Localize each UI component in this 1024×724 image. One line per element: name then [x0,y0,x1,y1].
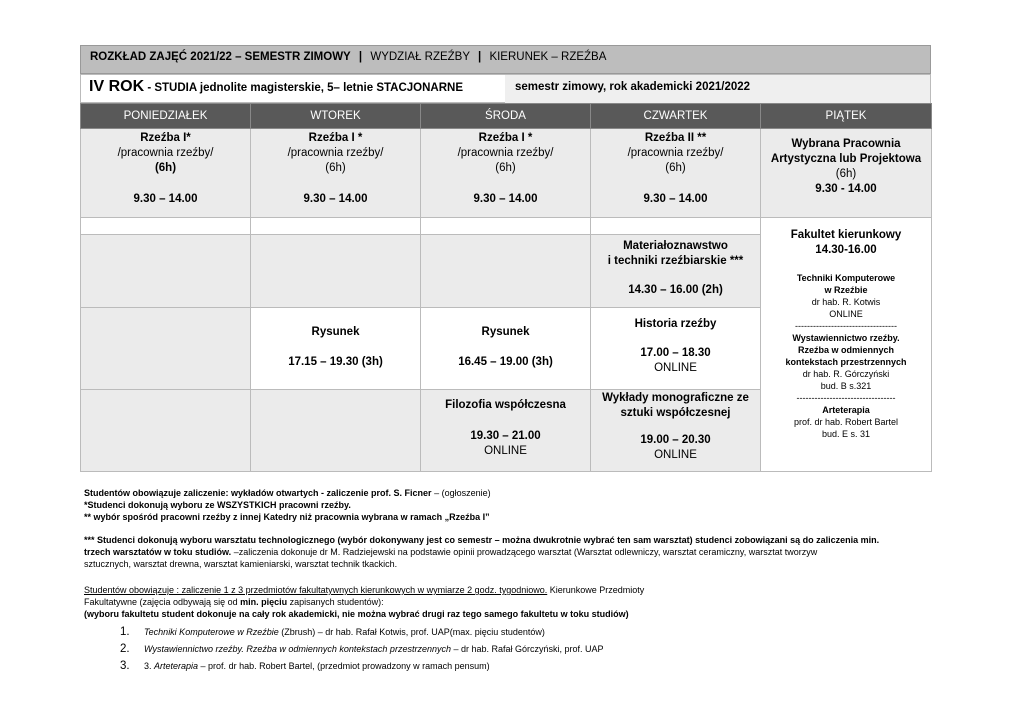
list-number: 3. [120,660,130,672]
note-text: ** wybór spośród pracowni rzeźby z innej Katedry niż pracownia wybrana w ramach „Rzeźba I” [84,512,490,522]
divider: ---------------------------------- [795,321,897,331]
note-text: sztucznych, warsztat drewna, warsztat kamieniarski, warsztat technik tkackich. [84,559,398,569]
list-item [120,626,545,638]
faculty-label: WYDZIAŁ RZEŹBY [370,51,470,63]
elective-2-title: Wystawiennictwo rzeźby. [792,333,900,343]
list-detail: (Zbrush) – dr hab. Rafał Kotwis, prof. UAP(max. pięciu studentów) [278,627,545,637]
empty-cell [251,390,421,472]
course-sub: /pracownia rzeźby/ [627,147,724,159]
course-time: 9.30 – 14.00 [133,193,198,205]
day-header-friday: PIĄTEK [761,104,932,129]
course-title: Materiałoznawstwo [623,240,728,252]
title-separator-2: | [478,51,482,63]
note-triple-star [84,534,924,570]
course-title: Rysunek [481,326,530,338]
schedule-title-bar [80,45,931,74]
course-time: 17.00 – 18.30 [640,347,711,359]
semester-info: semestr zimowy, rok akademicki 2021/2022 [505,75,930,108]
slot-fri-elective [761,218,932,472]
list-item [120,660,490,672]
slot-thu-monographic [591,390,761,472]
program-label: KIERUNEK – RZEŹBA [489,51,607,63]
day-header-tuesday: WTOREK [251,104,421,129]
course-title: Artystyczna lub Projektowa [770,153,922,165]
slot-thu-history [591,308,761,390]
day-header-thursday: CZWARTEK [591,104,761,129]
course-time: 9.30 - 14.00 [815,183,877,195]
list-prefix: 3. [144,661,155,671]
note-text: Studentów obowiązuje zaliczenie: wykładów otwartych - zaliczenie prof. S. Ficner [84,488,432,498]
note-double-star [84,511,490,523]
empty-cell [81,235,251,308]
course-mode: ONLINE [654,449,697,461]
note-single-star [84,499,351,511]
empty-cell [251,218,421,235]
empty-cell [81,390,251,472]
note-text: – (ogłoszenie) [431,488,491,498]
course-title: Filozofia współczesna [445,399,566,411]
note-text: min. pięciu [240,597,288,607]
divider: --------------------------------- [796,393,896,403]
slot-tue-sculpture [251,129,421,218]
note-text: trzech warsztatów w toku studiów. [84,547,232,557]
list-course: Techniki Komputerowe w Rzeźbie [144,627,279,637]
empty-cell [251,235,421,308]
elective-1-teacher: dr hab. R. Kotwis [811,297,881,307]
elective-1-title: Techniki Komputerowe [796,273,896,283]
elective-2-title: Rzeźba w odmiennych [797,345,895,355]
empty-cell [421,218,591,235]
schedule-title: ROZKŁAD ZAJĘĆ 2021/22 – SEMESTR ZIMOWY [90,51,351,63]
course-title: Rzeźba I* [140,132,191,144]
day-header-wednesday: ŚRODA [421,104,591,129]
course-title: Wybrana Pracownia [791,138,901,150]
elective-2-room: bud. B s.321 [820,381,872,391]
note-text: –zaliczenia dokonuje dr M. Radziejewski na podstawie opinii prowadzącego warsztat (Warsztat odlewniczy, warsztat ceramiczny, warsztat tworzyw [231,547,818,557]
list-detail: – prof. dr hab. Robert Bartel, (przedmiot prowadzony w ramach pensum) [198,661,490,671]
list-course: Wystawiennictwo rzeźby. Rzeźba w odmiennych kontekstach przestrzennych [144,644,451,654]
empty-cell [591,218,761,235]
elective-1-mode: ONLINE [829,309,863,319]
title-separator-1: | [358,51,363,63]
elective-time: 14.30-16.00 [815,244,877,256]
elective-2-teacher: dr hab. R. Górczyński [802,369,890,379]
day-header-monday: PONIEDZIAŁEK [81,104,251,129]
course-title: i techniki rzeźbiarskie *** [607,255,744,267]
note-text: (wyboru fakultetu student dokonuje na cały rok akademicki, nie można wybrać drugi raz tego samego fakultetu w toku studiów) [84,609,629,619]
course-time: 19.30 – 21.00 [470,430,541,442]
slot-fri-studio [761,129,932,218]
year-info-bar [80,74,931,103]
note-text: Fakultatywne (zajęcia odbywają się od [84,597,241,607]
slot-thu-sculpture [591,129,761,218]
list-number: 2. [120,643,130,655]
course-mode: ONLINE [484,445,527,457]
course-hours: (6h) [154,162,177,174]
empty-cell [81,218,251,235]
study-description: - STUDIA jednolite magisterskie, 5– letnie STACJONARNE [144,82,464,94]
schedule-table [80,103,932,472]
course-time: 17.15 – 19.30 (3h) [288,356,383,368]
course-title: Rzeźba I * [308,132,363,144]
course-sub: /pracownia rzeźby/ [287,147,384,159]
course-title: Rysunek [311,326,360,338]
elective-1-title: w Rzeźbie [824,285,868,295]
course-time: 9.30 – 14.00 [643,193,708,205]
empty-cell [421,235,591,308]
course-title: Rzeźba I * [478,132,533,144]
course-time: 16.45 – 19.00 (3h) [458,356,553,368]
slot-thu-materials [591,235,761,308]
slot-wed-sculpture [421,129,591,218]
course-sub: /pracownia rzeźby/ [457,147,554,159]
list-number: 1. [120,626,130,638]
course-time: 19.00 – 20.30 [640,434,711,446]
elective-3-room: bud. E s. 31 [821,429,871,439]
course-time: 9.30 – 14.00 [473,193,538,205]
course-hours: (6h) [665,162,686,174]
course-mode: ONLINE [654,362,697,374]
course-hours: (6h) [325,162,346,174]
course-hours: (6h) [495,162,516,174]
list-detail: – dr hab. Rafał Górczyński, prof. UAP [450,644,604,654]
elective-title: Fakultet kierunkowy [790,229,902,241]
elective-2-title: kontekstach przestrzennych [785,357,907,367]
list-course: Arteterapia [154,661,199,671]
slot-mon-sculpture [81,129,251,218]
note-electives [84,584,924,620]
list-item [120,643,604,655]
course-time: 9.30 – 14.00 [303,193,368,205]
course-title: Wykłady monograficzne ze [602,392,749,404]
course-sub: /pracownia rzeźby/ [117,147,214,159]
note-text: *** Studenci dokonują wyboru warsztatu technologicznego (wybór dokonywany jest co semestr – można dwukrotnie wybrać ten sam warsztat) studenci zobowiązani są do zaliczenia min. [84,535,880,545]
empty-cell [81,308,251,390]
slot-wed-drawing [421,308,591,390]
course-time: 14.30 – 16.00 (2h) [628,284,723,296]
note-text: Kierunkowe Przedmioty [547,585,645,595]
note-text: zapisanych studentów): [287,597,384,607]
year-info [81,75,514,105]
course-hours: (6h) [835,168,857,180]
elective-3-title: Arteterapia [822,405,870,415]
slot-wed-philosophy [421,390,591,472]
slot-tue-drawing [251,308,421,390]
note-text: *Studenci dokonują wyboru ze WSZYSTKICH pracowni rzeźby. [84,500,351,510]
note-open-lectures [84,487,491,499]
day-header-row [81,104,932,129]
table-row [81,129,932,218]
year-label: IV ROK [89,78,145,95]
note-text: Studentów obowiązuje : zaliczenie 1 z 3 przedmiotów fakultatywnych kierunkowych w wymiarze 2 godz. tygodniowo. [84,585,548,595]
course-title: sztuki współczesnej [620,407,731,419]
course-title: Rzeźba II ** [644,132,707,144]
table-row [81,218,932,235]
elective-3-teacher: prof. dr hab. Robert Bartel [793,417,899,427]
course-title: Historia rzeźby [634,318,717,330]
